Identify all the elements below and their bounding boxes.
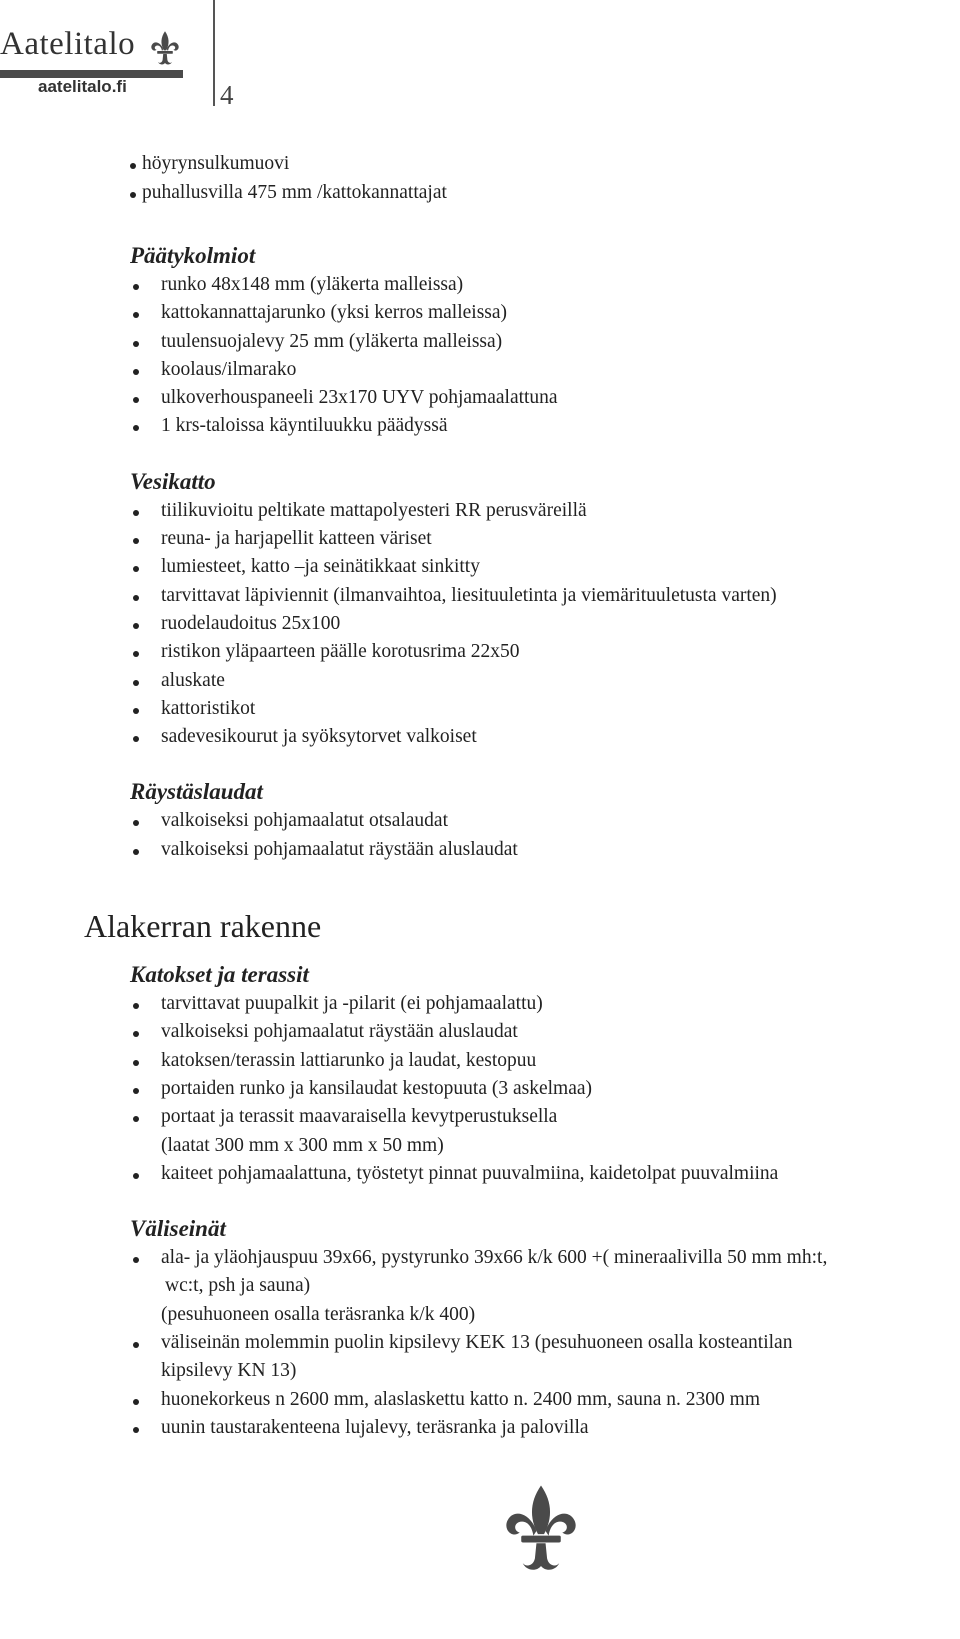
list-item: aluskate <box>130 667 960 695</box>
list-item: tuulensuojalevy 25 mm (yläkerta malleissa) <box>130 328 960 356</box>
list-item-line: wc:t, psh ja sauna) <box>165 1275 311 1297</box>
fleur-de-lis-icon <box>150 30 180 66</box>
list-item: 1 krs-taloissa käyntiluukku päädyssä <box>130 412 960 440</box>
intro-list <box>0 150 960 207</box>
list-item: kaiteet pohjamaalattuna, työstetyt pinnat puuvalmiina, kaidetolpat puuvalmiina <box>130 1160 960 1188</box>
list-item-line: väliseinän molemmin puolin kipsilevy KEK 13 (pesuhuoneen osalla kosteantilan <box>161 1332 793 1354</box>
section-list <box>0 271 960 441</box>
list-item: höyrynsulkumuovi <box>130 150 960 179</box>
list-item: uunin taustarakenteena lujalevy, teräsranka ja palovilla <box>130 1414 960 1442</box>
list-item <box>130 1103 960 1160</box>
page-header <box>0 0 960 115</box>
section-heading: Päätykolmiot <box>130 243 256 268</box>
list-item: tarvittavat läpiviennit (ilmanvaihtoa, liesituuletinta ja viemärituuletusta varten) <box>130 582 960 610</box>
list-item-line: kipsilevy KN 13) <box>161 1360 297 1382</box>
list-item-line: ala- ja yläohjauspuu 39x66, pystyrunko 39x66 k/k 600 +( mineraalivilla 50 mm mh:t, <box>161 1247 828 1269</box>
list-item <box>130 1329 960 1386</box>
list-item-line: (laatat 300 mm x 300 mm x 50 mm) <box>161 1134 444 1156</box>
list-item: kattokannattajarunko (yksi kerros malleissa) <box>130 299 960 327</box>
list-item: puhallusvilla 475 mm /kattokannattajat <box>130 179 960 208</box>
section-list <box>0 497 960 752</box>
section-heading: Vesikatto <box>130 468 216 494</box>
section-heading: Räystäslaudat <box>130 779 263 805</box>
list-item: sadevesikourut ja syöksytorvet valkoiset <box>130 723 960 751</box>
page-number: 4 <box>220 80 234 110</box>
page-content <box>0 150 960 1442</box>
section-heading: Katokset ja terassit <box>130 962 309 988</box>
list-item: runko 48x148 mm (yläkerta malleissa) <box>130 271 960 299</box>
list-item: ruodelaudoitus 25x100 <box>130 610 960 638</box>
list-item: valkoiseksi pohjamaalatut räystään aluslaudat <box>130 836 960 864</box>
section-list <box>0 990 960 1188</box>
main-heading: Alakerran rakenne <box>84 908 322 945</box>
list-item <box>130 1244 960 1329</box>
list-item: ristikon yläpaarteen päälle korotusrima 22x50 <box>130 638 960 666</box>
header-divider <box>213 0 215 106</box>
section-list <box>0 1244 960 1442</box>
fleur-de-lis-icon <box>503 1480 579 1576</box>
list-item: koolaus/ilmarako <box>130 356 960 384</box>
list-item: tiilikuvioitu peltikate mattapolyesteri RR perusväreillä <box>130 497 960 525</box>
brand-url: aatelitalo.fi <box>38 77 127 96</box>
list-item: ulkoverhouspaneeli 23x170 UYV pohjamaalattuna <box>130 384 960 412</box>
list-item: kattoristikot <box>130 695 960 723</box>
list-item: valkoiseksi pohjamaalatut räystään aluslaudat <box>130 1018 960 1046</box>
list-item: valkoiseksi pohjamaalatut otsalaudat <box>130 807 960 835</box>
brand-name: Aatelitalo <box>0 26 136 62</box>
list-item: katoksen/terassin lattiarunko ja laudat, kestopuu <box>130 1047 960 1075</box>
list-item: portaiden runko ja kansilaudat kestopuuta (3 askelmaa) <box>130 1075 960 1103</box>
list-item: reuna- ja harjapellit katteen väriset <box>130 525 960 553</box>
list-item: lumiesteet, katto –ja seinätikkaat sinkitty <box>130 553 960 581</box>
section-list <box>0 807 960 864</box>
section-heading: Väliseinät <box>130 1216 226 1242</box>
list-item-line: (pesuhuoneen osalla teräsranka k/k 400) <box>161 1303 476 1325</box>
list-item-line: portaat ja terassit maavaraisella kevytperustuksella <box>161 1106 558 1128</box>
list-item: tarvittavat puupalkit ja -pilarit (ei pohjamaalattu) <box>130 990 960 1018</box>
list-item: huonekorkeus n 2600 mm, alaslaskettu katto n. 2400 mm, sauna n. 2300 mm <box>130 1386 960 1414</box>
